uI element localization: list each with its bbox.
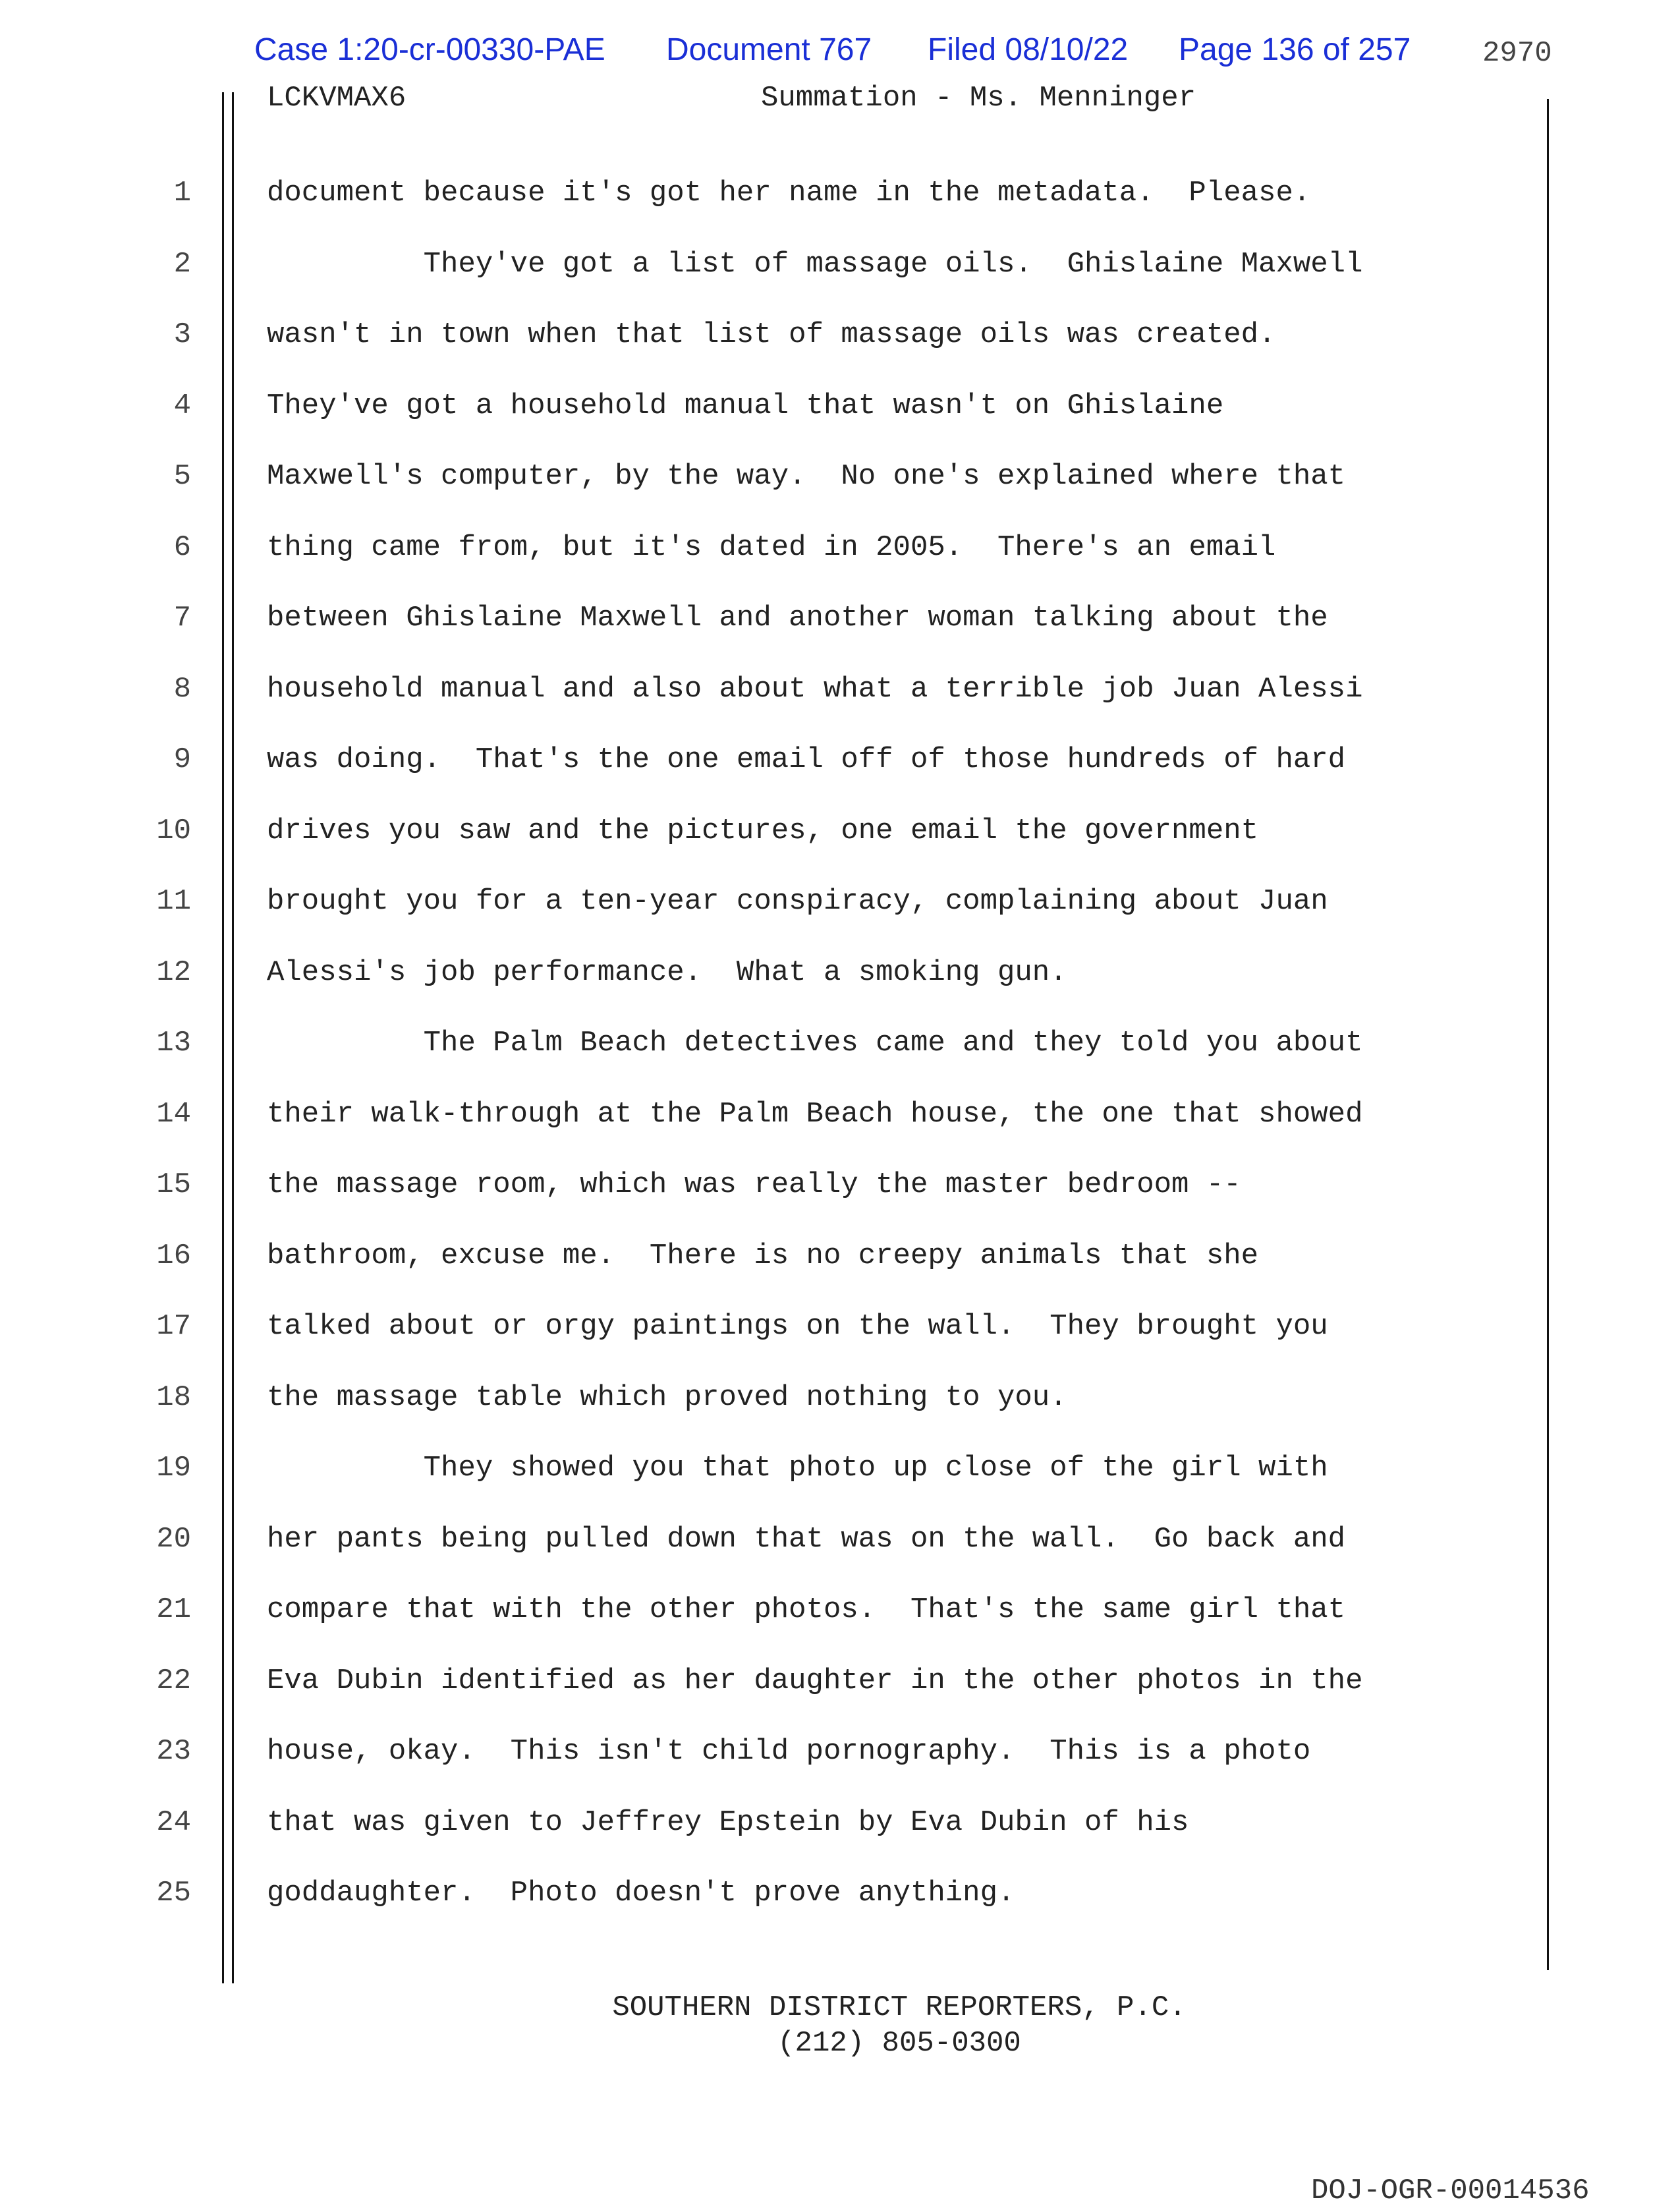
- line-number: 10: [156, 814, 191, 847]
- case-number: Case 1:20-cr-00330-PAE: [254, 32, 605, 67]
- transcript-line: The Palm Beach detectives came and they told you about: [267, 1027, 1363, 1060]
- reporter-phone: (212) 805-0300: [777, 2027, 1021, 2060]
- transcript-line: bathroom, excuse me. There is no creepy animals that she: [267, 1239, 1259, 1272]
- line-number: 1: [173, 177, 191, 210]
- transcript-line: their walk-through at the Palm Beach house, the one that showed: [267, 1098, 1363, 1131]
- line-number: 7: [173, 602, 191, 635]
- transcript-line: They've got a list of massage oils. Ghislaine Maxwell: [267, 248, 1363, 281]
- filed-date: Filed 08/10/22: [928, 32, 1129, 67]
- left-margin-rule: [222, 92, 224, 1983]
- transcript-line: goddaughter. Photo doesn't prove anything.: [267, 1877, 1015, 1910]
- transcript-line: They showed you that photo up close of the girl with: [267, 1452, 1328, 1485]
- transcript-line: house, okay. This isn't child pornography. This is a photo: [267, 1735, 1311, 1768]
- transcript-line: between Ghislaine Maxwell and another woman talking about the: [267, 602, 1328, 635]
- line-number: 25: [156, 1877, 191, 1910]
- line-number: 20: [156, 1523, 191, 1556]
- reporter-name: SOUTHERN DISTRICT REPORTERS, P.C.: [612, 1991, 1187, 2024]
- line-number: 14: [156, 1098, 191, 1131]
- transcript-line: the massage room, which was really the master bedroom --: [267, 1168, 1241, 1201]
- transcript-line: Maxwell's computer, by the way. No one's explained where that: [267, 460, 1346, 493]
- left-margin-rule-inner: [232, 92, 234, 1983]
- transcript-line: document because it's got her name in the metadata. Please.: [267, 177, 1311, 210]
- transcript-line: that was given to Jeffrey Epstein by Eva Dubin of his: [267, 1806, 1189, 1839]
- line-number: 24: [156, 1806, 191, 1839]
- document-number: Document 767: [666, 32, 872, 67]
- line-number: 16: [156, 1239, 191, 1272]
- right-margin-rule: [1547, 99, 1549, 1970]
- line-number: 19: [156, 1452, 191, 1485]
- transcript-line: household manual and also about what a terrible job Juan Alessi: [267, 673, 1363, 706]
- transcript-line: her pants being pulled down that was on the wall. Go back and: [267, 1523, 1346, 1556]
- transcript-line: thing came from, but it's dated in 2005. There's an email: [267, 531, 1276, 564]
- bates-number: DOJ-OGR-00014536: [1311, 2174, 1590, 2207]
- transcript-line: Alessi's job performance. What a smoking gun.: [267, 956, 1067, 989]
- line-number: 15: [156, 1168, 191, 1201]
- line-number: 23: [156, 1735, 191, 1768]
- transcript-line: compare that with the other photos. That's the same girl that: [267, 1593, 1346, 1626]
- transcript-page-number: 2970: [1482, 37, 1552, 70]
- filing-page: Page 136 of 257: [1179, 32, 1411, 67]
- transcript-line: Eva Dubin identified as her daughter in the other photos in the: [267, 1664, 1363, 1697]
- line-number: 21: [156, 1593, 191, 1626]
- transcript-line: was doing. That's the one email off of those hundreds of hard: [267, 743, 1346, 776]
- line-number: 9: [173, 743, 191, 776]
- line-number: 18: [156, 1381, 191, 1414]
- header-code: LCKVMAX6: [267, 82, 406, 115]
- transcript-line: They've got a household manual that wasn't on Ghislaine: [267, 389, 1224, 422]
- line-number: 8: [173, 673, 191, 706]
- line-number: 12: [156, 956, 191, 989]
- line-number: 5: [173, 460, 191, 493]
- line-number: 4: [173, 389, 191, 422]
- line-number: 17: [156, 1310, 191, 1343]
- line-number: 22: [156, 1664, 191, 1697]
- transcript-line: the massage table which proved nothing to you.: [267, 1381, 1067, 1414]
- line-number: 3: [173, 318, 191, 351]
- line-number: 11: [156, 885, 191, 918]
- transcript-line: wasn't in town when that list of massage oils was created.: [267, 318, 1276, 351]
- line-number: 6: [173, 531, 191, 564]
- line-number: 13: [156, 1027, 191, 1060]
- transcript-line: talked about or orgy paintings on the wall. They brought you: [267, 1310, 1328, 1343]
- line-number: 2: [173, 248, 191, 281]
- transcript-line: brought you for a ten-year conspiracy, complaining about Juan: [267, 885, 1328, 918]
- transcript-line: drives you saw and the pictures, one email the government: [267, 814, 1259, 847]
- header-title: Summation - Ms. Menninger: [761, 82, 1196, 115]
